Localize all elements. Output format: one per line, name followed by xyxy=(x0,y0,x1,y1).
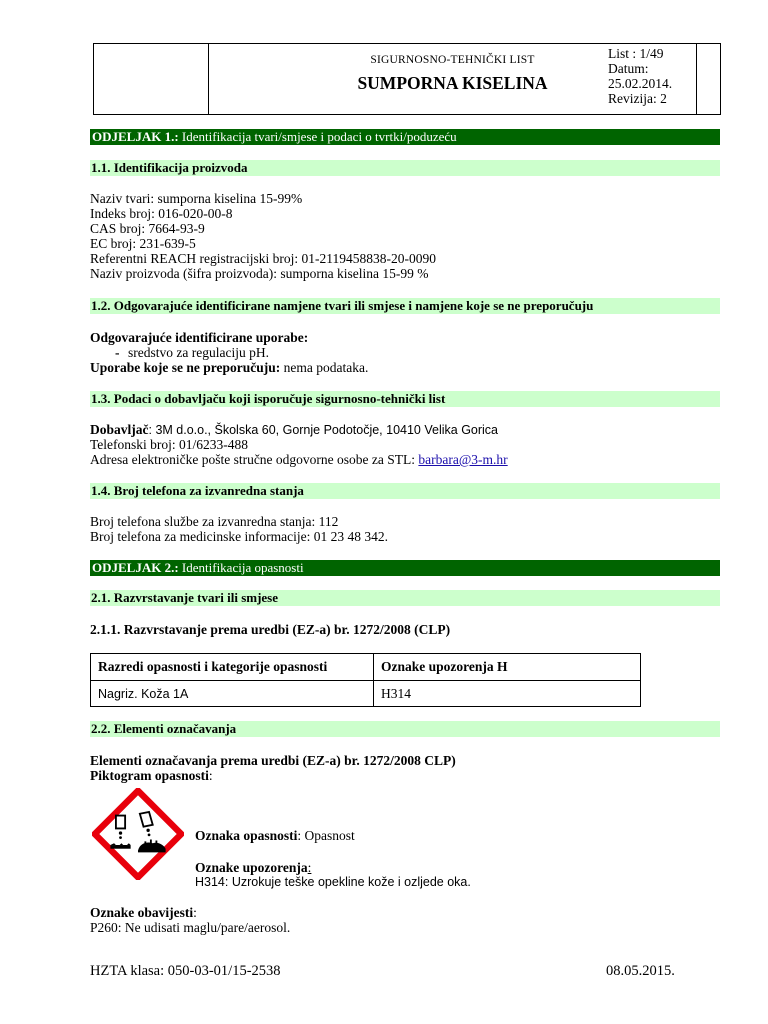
hazard-statement-h314: H314: Uzrokuje teške opekline kože i ozljede oka. xyxy=(195,875,471,889)
subsection-1-1-heading: 1.1. Identifikacija proizvoda xyxy=(90,160,720,176)
use-item: sredstvo za regulaciju pH. xyxy=(128,345,269,360)
subsection-1-4-heading: 1.4. Broj telefona za izvanredna stanja xyxy=(90,483,720,499)
table-divider xyxy=(373,654,374,706)
table-cell-h: H314 xyxy=(381,686,411,701)
table-header-hazard-class: Razredi opasnosti i kategorije opasnosti xyxy=(98,659,328,674)
subsection-2-2-heading: 2.2. Elementi označavanja xyxy=(90,721,720,737)
medical-phone: Broj telefona za medicinske informacije: 01 23 48 342. xyxy=(90,529,389,544)
index-number: Indeks broj: 016-020-00-8 xyxy=(90,206,233,221)
date-label: Datum: xyxy=(608,61,649,76)
corrosion-icon xyxy=(92,788,184,880)
pictogram-label: Piktogram opasnosti xyxy=(90,768,209,783)
product-title: SUMPORNA KISELINA xyxy=(357,73,548,93)
precautionary-label: Oznake obavijesti xyxy=(90,905,194,920)
email-label: Adresa elektroničke pošte stručne odgovorne osobe za STL: xyxy=(90,452,419,467)
classification-table xyxy=(90,653,641,707)
section-1-number: ODJELJAK 1.: xyxy=(92,129,179,144)
subsection-1-3-heading: 1.3. Podaci o dobavljaču koji isporučuje sigurnosno-tehnički list xyxy=(90,391,720,407)
precautionary-line xyxy=(90,905,197,920)
section-1-title: Identifikacija tvari/smjese i podaci o tvrtki/poduzeću xyxy=(178,129,457,144)
pictogram-line xyxy=(90,768,213,783)
reach-number: Referentni REACH registracijski broj: 01-2119458838-20-0090 xyxy=(90,251,436,266)
header-logo-cell xyxy=(94,44,209,114)
document-header xyxy=(93,43,721,115)
not-recommended-uses xyxy=(90,360,368,375)
precautionary-statement-p260: P260: Ne udisati maglu/pare/aerosol. xyxy=(90,920,291,935)
hazard-statements-label: Oznake upozorenja xyxy=(195,860,308,875)
not-recommended-value: nema podataka. xyxy=(280,360,369,375)
classification-subtitle: 2.1.1. Razvrstavanje prema uredbi (EZ-a) br. 1272/2008 (CLP) xyxy=(90,622,451,637)
hazard-statements-colon: : xyxy=(307,860,312,875)
section-1-heading xyxy=(90,129,720,145)
hazard-statements-line xyxy=(195,860,311,875)
use-bullet: - xyxy=(115,345,120,360)
emergency-phone: Broj telefona službe za izvanredna stanja: 112 xyxy=(90,514,339,529)
labelling-subtitle: Elementi označavanja prema uredbi (EZ-a) br. 1272/2008 CLP) xyxy=(90,753,456,768)
footer-classification: HZTA klasa: 050-03-01/15-2538 xyxy=(90,963,281,979)
signal-word-line xyxy=(195,828,355,843)
footer-date: 08.05.2015. xyxy=(606,963,675,979)
pictogram-colon: : xyxy=(208,768,213,783)
product-name: Naziv proizvoda (šifra proizvoda): sumporna kiselina 15-99 % xyxy=(90,266,429,281)
substance-name: Naziv tvari: sumporna kiselina 15-99% xyxy=(90,191,303,206)
email-line xyxy=(90,452,508,467)
table-cell-class: Nagriz. Koža 1A xyxy=(98,687,189,701)
page-number: List : 1/49 xyxy=(608,46,664,61)
supplier-phone: Telefonski broj: 01/6233-488 xyxy=(90,437,249,452)
date-value: 25.02.2014. xyxy=(608,76,673,91)
supplier-label: Dobavljač xyxy=(90,422,149,437)
email-link[interactable]: barbara@3-m.hr xyxy=(418,452,508,467)
cas-number: CAS broj: 7664-93-9 xyxy=(90,221,205,236)
supplier-line xyxy=(90,422,498,438)
signal-word-label: Oznaka opasnosti xyxy=(195,828,298,843)
subsection-1-2-heading: 1.2. Odgovarajuće identificirane namjene tvari ili smjese i namjene koje se ne preporučuju xyxy=(90,298,720,314)
not-recommended-label: Uporabe koje se ne preporučuju: xyxy=(90,360,281,375)
header-meta-cell xyxy=(606,44,720,114)
subsection-2-1-heading: 2.1. Razvrstavanje tvari ili smjese xyxy=(90,590,720,606)
signal-word-value: : Opasnost xyxy=(297,828,355,843)
supplier-value: : 3M d.o.o., Školska 60, Gornje Podotočje, 10410 Velika Gorica xyxy=(148,423,499,437)
identified-uses-label: Odgovarajuće identificirane uporabe: xyxy=(90,330,309,345)
section-2-title: Identifikacija opasnosti xyxy=(178,560,304,575)
doc-type: SIGURNOSNO-TEHNIČKI LIST xyxy=(370,54,535,66)
table-row xyxy=(98,686,188,702)
precautionary-colon: : xyxy=(193,905,197,920)
revision: Revizija: 2 xyxy=(608,91,667,106)
section-2-number: ODJELJAK 2.: xyxy=(92,560,179,575)
section-2-heading xyxy=(90,560,720,576)
table-header-h-statement: Oznake upozorenja H xyxy=(381,659,508,674)
ec-number: EC broj: 231-639-5 xyxy=(90,236,196,251)
